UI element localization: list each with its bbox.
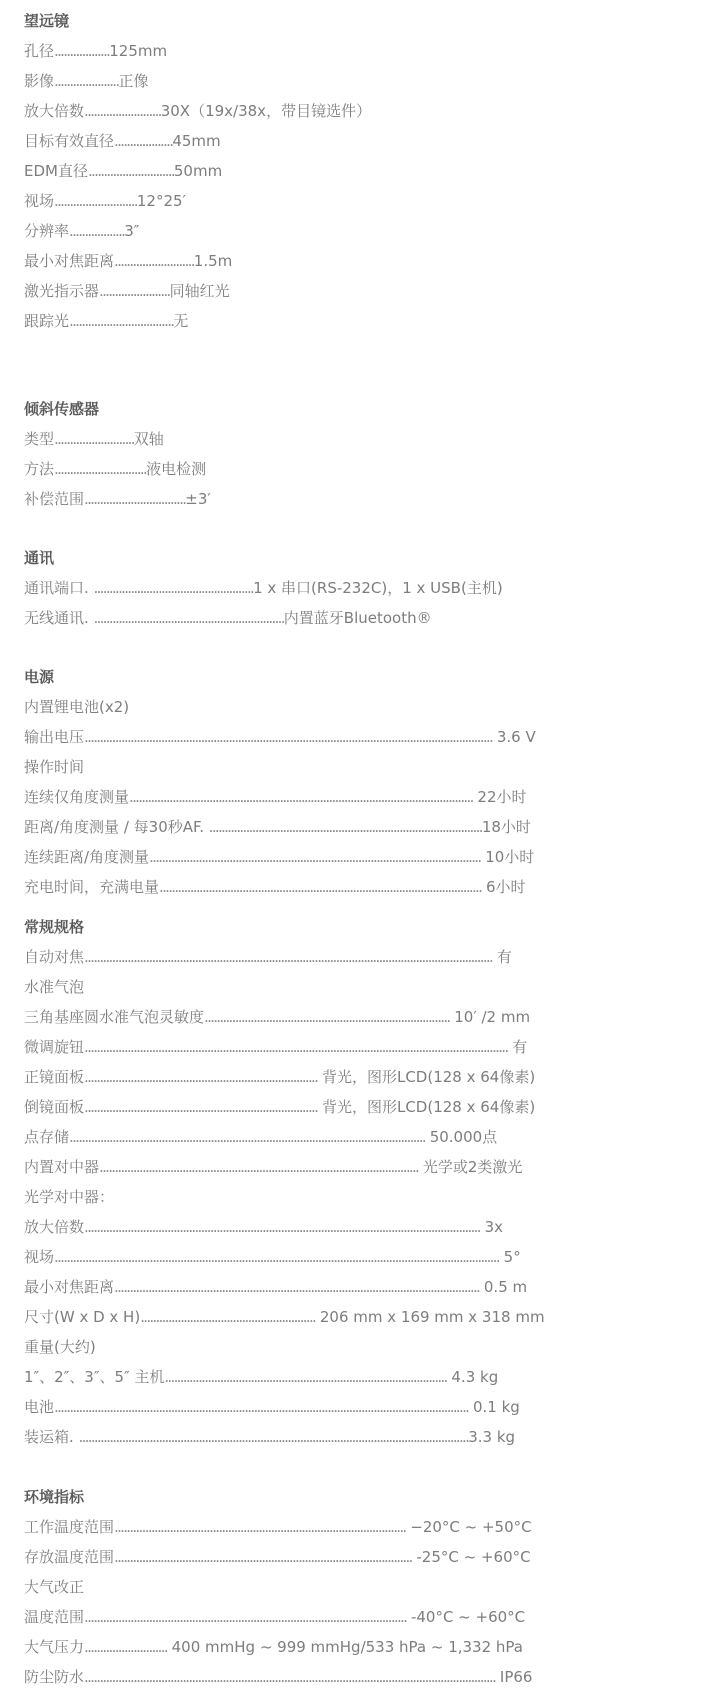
spec-row — [24, 126, 705, 156]
spec-value: 6小时 — [481, 878, 526, 896]
spec-value: IP66 — [495, 1668, 533, 1686]
spec-row — [24, 872, 705, 902]
dot-leader: ........................................................................................................ — [99, 1158, 419, 1176]
spec-label: 目标有效直径 — [24, 132, 115, 150]
spec-row — [24, 424, 705, 454]
dot-leader: ............................ — [87, 162, 174, 180]
spec-label: 无线通讯. — [24, 609, 94, 627]
section-title: 倾斜传感器 — [24, 400, 100, 418]
spec-value: 内置蓝牙Bluetooth® — [283, 609, 432, 627]
spec-value: 18小时 — [481, 818, 531, 836]
spec-row — [24, 156, 705, 186]
spec-label: 工作温度范围 — [24, 1518, 115, 1536]
spec-label: 倒镜面板 — [24, 1098, 85, 1116]
dot-leader: ................................................................................................. — [114, 1548, 412, 1566]
dot-leader: ....................................................................................................................................... — [54, 1398, 469, 1416]
spec-row — [24, 1332, 705, 1362]
spec-label: 微调旋钮 — [24, 1038, 85, 1056]
spec-value: 背光，图形LCD(128 x 64像素) — [317, 1068, 536, 1086]
spec-row — [24, 246, 705, 276]
spec-row — [24, 942, 705, 972]
spec-row — [24, 66, 705, 96]
dot-leader: .......................... — [114, 252, 194, 270]
dot-leader: .......................... — [54, 430, 134, 448]
spec-label: 操作时间 — [24, 758, 85, 776]
spec-value: 10′ /2 mm — [449, 1008, 531, 1026]
dot-leader: ......................................................................................... — [208, 818, 482, 836]
spec-row — [24, 484, 705, 514]
dot-leader: ..................... — [54, 72, 119, 90]
spec-value: 1.5m — [193, 252, 233, 270]
spec-value: 无 — [173, 312, 189, 330]
spec-section — [24, 6, 705, 336]
spec-label: 防尘防水 — [24, 1668, 85, 1686]
spec-label: 三角基座圆水准气泡灵敏度 — [24, 1008, 205, 1026]
spec-value: 10小时 — [480, 848, 535, 866]
spec-label: 充电时间，充满电量 — [24, 878, 160, 896]
section-title: 望远镜 — [24, 12, 70, 30]
spec-label: 正镜面板 — [24, 1068, 85, 1086]
spec-row — [24, 812, 705, 842]
spec-label: 通讯端口. — [24, 579, 94, 597]
spec-label: 温度范围 — [24, 1608, 85, 1626]
spec-section — [24, 1482, 705, 1692]
dot-leader: .................................................................................................................... — [69, 1128, 425, 1146]
spec-value: 45mm — [172, 132, 221, 150]
spec-label: 电池 — [24, 1398, 55, 1416]
spec-value: 有 — [492, 948, 512, 966]
dot-leader: ......................................................................................................... — [84, 1608, 407, 1626]
spec-row — [24, 276, 705, 306]
spec-value: 1 x 串口(RS-232C)，1 x USB(主机) — [253, 579, 503, 597]
dot-leader: ................... — [114, 132, 173, 150]
spec-value: 125mm — [109, 42, 168, 60]
spec-label: 补偿范围 — [24, 490, 85, 508]
dot-leader: ......................................................................................................... — [159, 878, 482, 896]
dot-leader: .............................. — [54, 460, 147, 478]
section-title: 通讯 — [24, 549, 55, 567]
dot-leader: ....................................................................................................................... — [114, 1278, 480, 1296]
dot-leader: ................................................................................................................ — [129, 788, 473, 806]
dot-leader: .......................................................................................................................................... — [84, 1038, 508, 1056]
spec-row — [24, 1512, 705, 1542]
spec-value: 3″ — [124, 222, 140, 240]
dot-leader: ............................................................................................................................... — [78, 1428, 469, 1446]
spec-value: 3.3 kg — [468, 1428, 516, 1446]
spec-row — [24, 782, 705, 812]
spec-value: ±3′ — [185, 490, 211, 508]
spec-value: 0.5 m — [479, 1278, 528, 1296]
spec-row — [24, 1152, 705, 1182]
spec-label: 水准气泡 — [24, 978, 85, 996]
spec-row — [24, 842, 705, 872]
spec-value: 背光，图形LCD(128 x 64像素) — [317, 1098, 536, 1116]
spec-value: 正像 — [118, 72, 149, 90]
spec-value: −20°C ~ +50°C — [405, 1518, 532, 1536]
spec-row — [24, 1542, 705, 1572]
dot-leader: ......................................................... — [140, 1308, 316, 1326]
dot-leader: ................................................................................ — [204, 1008, 450, 1026]
spec-value: 液电检测 — [146, 460, 207, 478]
spec-row — [24, 1572, 705, 1602]
spec-label: 大气改正 — [24, 1578, 85, 1596]
spec-value: 双轴 — [133, 430, 164, 448]
spec-value: 22小时 — [472, 788, 527, 806]
dot-leader: .................. — [69, 222, 125, 240]
spec-label: 重量(大约) — [24, 1338, 96, 1356]
spec-row — [24, 1092, 705, 1122]
spec-label: 视场 — [24, 192, 55, 210]
spec-label: 视场 — [24, 1248, 55, 1266]
spec-row — [24, 972, 705, 1002]
spec-label: 内置锂电池(x2) — [24, 698, 130, 716]
spec-row — [24, 1062, 705, 1092]
dot-leader: ............................................................................ — [84, 1098, 318, 1116]
spec-row — [24, 1032, 705, 1062]
spec-label: 跟踪光 — [24, 312, 70, 330]
section-title: 环境指标 — [24, 1488, 85, 1506]
spec-label: 内置对中器 — [24, 1158, 100, 1176]
spec-value: 0.1 kg — [468, 1398, 520, 1416]
spec-label: 距离/角度测量 / 每30秒AF. — [24, 818, 209, 836]
spec-row — [24, 216, 705, 246]
dot-leader: .................................................... — [93, 579, 254, 597]
dot-leader: ............................................................................................ — [164, 1368, 447, 1386]
spec-section — [24, 394, 705, 514]
spec-label: 孔径 — [24, 42, 55, 60]
spec-row — [24, 692, 705, 722]
dot-leader: ............................................................................................... — [114, 1518, 406, 1536]
section-title: 电源 — [24, 668, 55, 686]
spec-row — [24, 1392, 705, 1422]
spec-value: 50.000点 — [424, 1128, 498, 1146]
spec-row — [24, 1122, 705, 1152]
spec-label: 连续仅角度测量 — [24, 788, 130, 806]
spec-label: 影像 — [24, 72, 55, 90]
spec-label: 方法 — [24, 460, 55, 478]
spec-row — [24, 1602, 705, 1632]
spec-row — [24, 1422, 705, 1452]
spec-value: 30X（19x/38x，带目镜选件） — [160, 102, 372, 120]
spec-value: -40°C ~ +60°C — [406, 1608, 526, 1626]
spec-label: 最小对焦距离 — [24, 1278, 115, 1296]
spec-label: 连续距离/角度测量 — [24, 848, 150, 866]
dot-leader: ................................................................................................................................. — [84, 1218, 480, 1236]
spec-value: 3x — [479, 1218, 503, 1236]
spec-row — [24, 722, 705, 752]
spec-value: 3.6 V — [492, 728, 536, 746]
spec-value: 4.3 kg — [446, 1368, 499, 1386]
spec-label: 类型 — [24, 430, 55, 448]
spec-label: 输出电压 — [24, 728, 85, 746]
spec-row — [24, 36, 705, 66]
spec-row — [24, 1632, 705, 1662]
spec-label: 分辨率 — [24, 222, 70, 240]
spec-row — [24, 752, 705, 782]
spec-row — [24, 1302, 705, 1332]
spec-label: EDM直径 — [24, 162, 88, 180]
spec-label: 激光指示器 — [24, 282, 100, 300]
dot-leader: ...................................................................................................................................... — [84, 1668, 496, 1686]
spec-row — [24, 573, 705, 603]
spec-value: 206 mm x 169 mm x 318 mm — [315, 1308, 545, 1326]
spec-label: 点存储 — [24, 1128, 70, 1146]
dot-leader: ........................... — [54, 192, 137, 210]
spec-value: 有 — [507, 1038, 528, 1056]
dot-leader: ................................. — [84, 490, 186, 508]
dot-leader: .................................. — [69, 312, 174, 330]
spec-value: 50mm — [173, 162, 223, 180]
spec-label: 放大倍数 — [24, 1218, 85, 1236]
spec-value: -25°C ~ +60°C — [411, 1548, 531, 1566]
spec-label: 最小对焦距离 — [24, 252, 115, 270]
spec-section — [24, 912, 705, 1452]
dot-leader: ........................... — [84, 1638, 167, 1656]
spec-row — [24, 306, 705, 336]
section-title: 常规规格 — [24, 918, 85, 936]
spec-row — [24, 96, 705, 126]
spec-value: 400 mmHg ~ 999 mmHg/533 hPa ~ 1,332 hPa — [166, 1638, 523, 1656]
dot-leader: .............................................................. — [93, 609, 284, 627]
spec-value: 12°25′ — [136, 192, 186, 210]
spec-label: 1″、2″、3″、5″ 主机 — [24, 1368, 165, 1386]
dot-leader: ......................... — [84, 102, 161, 120]
spec-row — [24, 1662, 705, 1692]
spec-label: 自动对焦 — [24, 948, 85, 966]
spec-row — [24, 1212, 705, 1242]
dot-leader: ..................................................................................................................................... — [84, 728, 493, 746]
spec-row — [24, 1242, 705, 1272]
spec-row — [24, 1362, 705, 1392]
dot-leader: ..................................................................................................................................... — [84, 948, 493, 966]
spec-label: 放大倍数 — [24, 102, 85, 120]
spec-value: 光学或2类激光 — [418, 1158, 523, 1176]
spec-label: 存放温度范围 — [24, 1548, 115, 1566]
dot-leader: ............................................................................................................ — [149, 848, 481, 866]
spec-row — [24, 1182, 705, 1212]
spec-row — [24, 1002, 705, 1032]
spec-label: 大气压力 — [24, 1638, 85, 1656]
spec-section — [24, 662, 705, 902]
spec-value: 同轴红光 — [169, 282, 230, 300]
spec-row — [24, 454, 705, 484]
spec-label: 尺寸(W x D x H) — [24, 1308, 141, 1326]
dot-leader: ................................................................................................................................................. — [54, 1248, 499, 1266]
dot-leader: .................. — [54, 42, 110, 60]
spec-value: 5° — [498, 1248, 521, 1266]
spec-section — [24, 543, 705, 633]
spec-row — [24, 186, 705, 216]
spec-label: 装运箱. — [24, 1428, 79, 1446]
dot-leader: ............................................................................ — [84, 1068, 318, 1086]
spec-label: 光学对中器： — [24, 1188, 115, 1206]
spec-row — [24, 1272, 705, 1302]
dot-leader: ....................... — [99, 282, 170, 300]
spec-row — [24, 603, 705, 633]
